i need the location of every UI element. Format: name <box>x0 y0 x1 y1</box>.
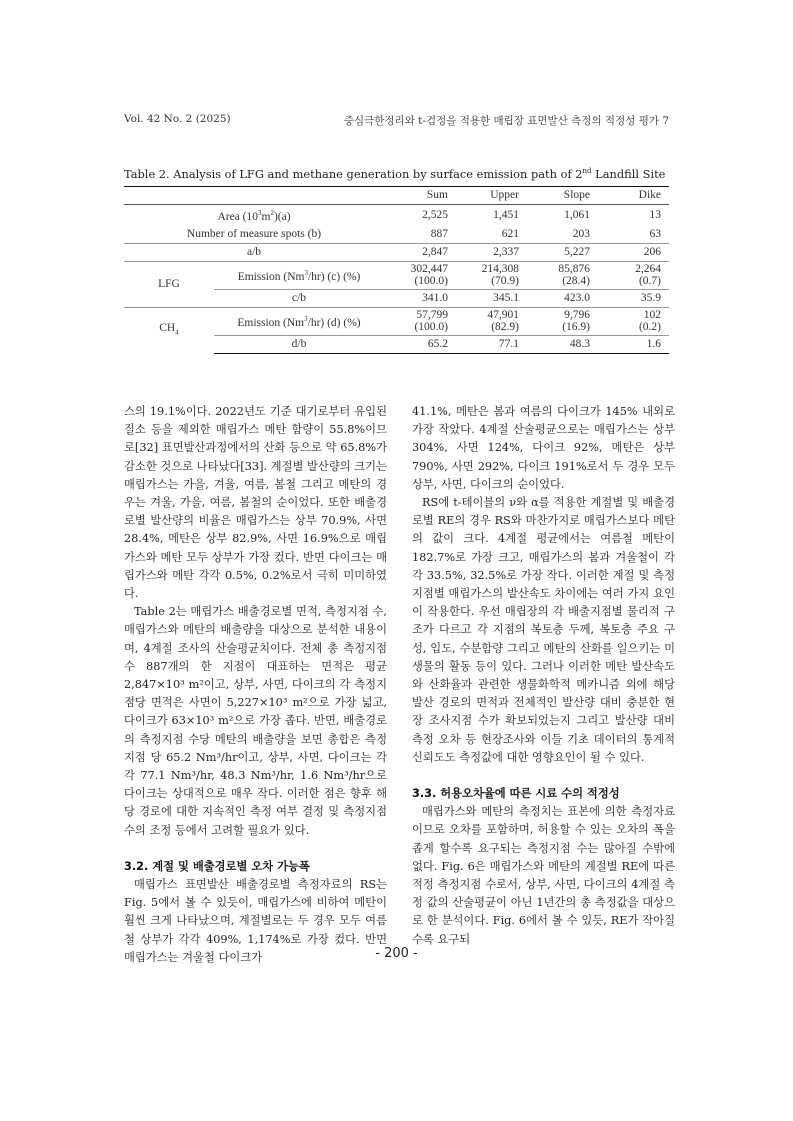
table-cell: 345.1 <box>456 289 527 307</box>
section-heading-3-3: 3.3. 허용오차율에 따른 시료 수의 적정성 <box>412 787 620 801</box>
paragraph: 매립가스와 메탄의 측정치는 표본에 의한 측정자료이므로 오차를 포함하며, 허용할 수 있는 오차의 폭을 좁게 할수록 요구되는 측정지점 수는 많아질 수밖에 없다. Fig. 6은 매립가스와 메탄의 계절별 RE에 따른 적정 측정지점 수로서, 상부, 사면, 다이크의 4계절 측정 값의 산술평균이 아닌 1년간의 총 측정값을 대상으로 한 분석이다. Fig. 6에서 볼 수 있듯, RE가 작아질수록 요구되 <box>412 805 675 946</box>
col-header: Dike <box>598 187 669 205</box>
group-label-ch4: $CH_4$ <box>124 307 214 353</box>
table-cell: 214,308 (70.9) <box>456 261 527 289</box>
paragraph: 41.1%, 메탄은 봄과 여름의 다이크가 145% 내외로 가장 작았다. 4계절 산술평균으로는 매립가스는 상부 304%, 사면 124%, 다이크 92%, 메탄은 상부 790%, 사면 292%, 다이크 191%로서 두 경우 모두 상부, 사면, 다이크의 순이었다. <box>412 405 675 491</box>
table-cell: 423.0 <box>527 289 598 307</box>
section-heading-3-2: 3.2. 계절 및 배출경로별 오차 가능폭 <box>124 859 310 873</box>
paragraph: 스의 19.1%이다. 2022년도 기준 대기로부터 유입된 질소 등을 제외한 매립가스 메탄 함량이 55.8%이므로[32] 표면발산과정에서의 산화 등으로 약 65.8%가 감소한 것으로 나타났다[33]. 계절별 발산량의 크기는 매립가스는 가을, 겨울, 여름, 봄철 그리고 메탄의 경우는 겨울, 가을, 여름, 봄철의 순이었다. 또한 배출경로별 발산량의 비율은 매립가스는 상부 70.9%, 사면 28.4%, 메탄은 상부 82.9%, 사면 16.9%으로 매립가스와 메탄 모두 상부가 가장 컸다. 반면 다이크는 매립가스와 메탄 각각 0.5%, 0.2%로서 극히 미미하였다. <box>124 405 387 601</box>
table-cell: 1,451 <box>493 208 519 221</box>
table-cell: 341.0 <box>384 289 456 307</box>
table-cell: 5,227 <box>527 243 598 261</box>
group-label-lfg: LFG <box>124 261 214 307</box>
table-cell: 102 (0.2) <box>598 307 669 335</box>
row-label-ch4-emission: Emission (Nm$^3$/hr) (d) (%) <box>214 307 384 335</box>
table-row-lfg-emission <box>124 261 669 289</box>
table-row-ab <box>124 243 669 261</box>
table-row-ch4-emission <box>124 307 669 335</box>
row-label-spots: Number of measure spots (b) <box>186 227 322 240</box>
table-cell: 35.9 <box>598 289 669 307</box>
table-cell: 57,799 (100.0) <box>384 307 456 335</box>
table-header-row <box>124 187 669 205</box>
row-label-ab: a/b <box>124 243 384 261</box>
table-cell: 65.2 <box>384 335 456 353</box>
table-cell: 1.6 <box>598 335 669 353</box>
table-2 <box>124 186 669 354</box>
paragraph: RS에 t-테이블의 ν와 α를 적용한 계절별 및 배출경로별 RE의 경우 RS와 마찬가지로 매립가스보다 메탄의 값이 크다. 4계절 평균에서는 여름철 메탄이 182.7%로 가장 크고, 매립가스의 봄과 겨울철이 각각 33.5%, 32.5%로 가장 작다. 이러한 계절 및 측정지점별 매립가스의 발산속도 차이에는 여러 가지 요인이 작용한다. 우선 매립장의 각 배출지점별 물리적 구조가 다르고 각 지점의 복토층 두께, 복토층 주요 구성, 입도, 수분함량 그리고 메탄의 산화를 일으키는 미생물의 활동 등이 있다. 그러나 이러한 메탄 발산속도와 산화율과 관련한 생물화학적 메카니즘 외에 해당 발산 경로의 면적과 전체적인 발산량 대비 충분한 현장 조사지점 수가 확보되었는지 그리고 발산량 대비 측정 오차 등 현장조사와 이들 기초 데이터의 통계적 신뢰도도 측정값에 대한 영향요인이 될 수 있다. <box>412 496 675 764</box>
row-label-db: d/b <box>214 335 384 353</box>
paragraph: Table 2는 매립가스 배출경로별 면적, 측정지점 수, 매립가스와 메탄의 배출량을 대상으로 분석한 내용이며, 4계절 조사의 산술평균치이다. 전체 총 측정지점 수 887개의 한 지점이 대표하는 면적은 평균 2,847×10³ m²이고, 상부, 사면, 다이크의 각 측정지점당 면적은 사면이 5,227×10³ m²으로 가장 넓고, 다이크가 63×10³ m²으로 가장 좁다. 반면, 배출경로의 측정지점 수당 메탄의 배출량을 보면 총합은 측정지점 당 65.2 Nm³/hr이고, 상부, 사면, 다이크는 각각 77.1 Nm³/hr, 48.3 Nm³/hr, 1.6 Nm³/hr으로 다이크는 상대적으로 매우 작다. 이러한 점은 향후 해당 경로에 대한 지속적인 측정 여부 결정 및 측정지점 수의 조정 등에서 고려할 필요가 있다. <box>124 605 387 837</box>
row-label-area: Area $(10^3m^2)(a)$ <box>217 209 291 223</box>
running-header-left: Vol. 42 No. 2 (2025) <box>124 113 231 125</box>
table-cell: 206 <box>598 243 669 261</box>
table-caption: Table 2. Analysis of LFG and methane generation by surface emission path of 2nd Landfill Site <box>124 167 666 181</box>
paragraph: 매립가스 표면발산 배출경로별 측정자료의 RS는 Fig. 5에서 볼 수 있듯이, 매립가스에 비하여 메탄이 훨씬 크게 나타났으며, 계절별로는 두 경우 모두 여름철 상부가 각각 409%, 1,174%로 가장 컸다. 반면 매립가스는 겨울철 다이크가 <box>124 878 387 964</box>
table-row-area <box>124 205 669 226</box>
col-header: Slope <box>527 187 598 205</box>
table-cell: 47,901 (82.9) <box>456 307 527 335</box>
table-cell: 77.1 <box>456 335 527 353</box>
table-cell: 48.3 <box>527 335 598 353</box>
table-cell: 2,264 (0.7) <box>598 261 669 289</box>
col-header: Upper <box>456 187 527 205</box>
row-label-cb: c/b <box>214 289 384 307</box>
page-number: - 200 - <box>375 946 418 961</box>
table-cell: 13 <box>649 208 661 221</box>
table-cell: 2,525 <box>422 208 448 221</box>
table-cell: 2,847 <box>384 243 456 261</box>
table-cell: 2,337 <box>456 243 527 261</box>
table-cell: 9,796 (16.9) <box>527 307 598 335</box>
col-header: Sum <box>384 187 456 205</box>
right-column <box>412 403 675 949</box>
table-cell: 85,876 (28.4) <box>527 261 598 289</box>
table-cell: 302,447 (100.0) <box>384 261 456 289</box>
table-cell: 1,061 <box>564 208 590 221</box>
table-cell: 621 <box>501 227 519 240</box>
row-label-lfg-emission: Emission (Nm$^3$/hr) (c) (%) <box>214 261 384 289</box>
table-row-spots <box>124 226 669 244</box>
table-cell: 887 <box>430 227 448 240</box>
left-column <box>124 403 387 967</box>
table-cell: 203 <box>572 227 590 240</box>
table-cell: 63 <box>649 227 661 240</box>
running-header-right: 중심극한정리와 t-검정을 적용한 매립장 표면발산 측정의 적정성 평가 7 <box>343 115 669 127</box>
